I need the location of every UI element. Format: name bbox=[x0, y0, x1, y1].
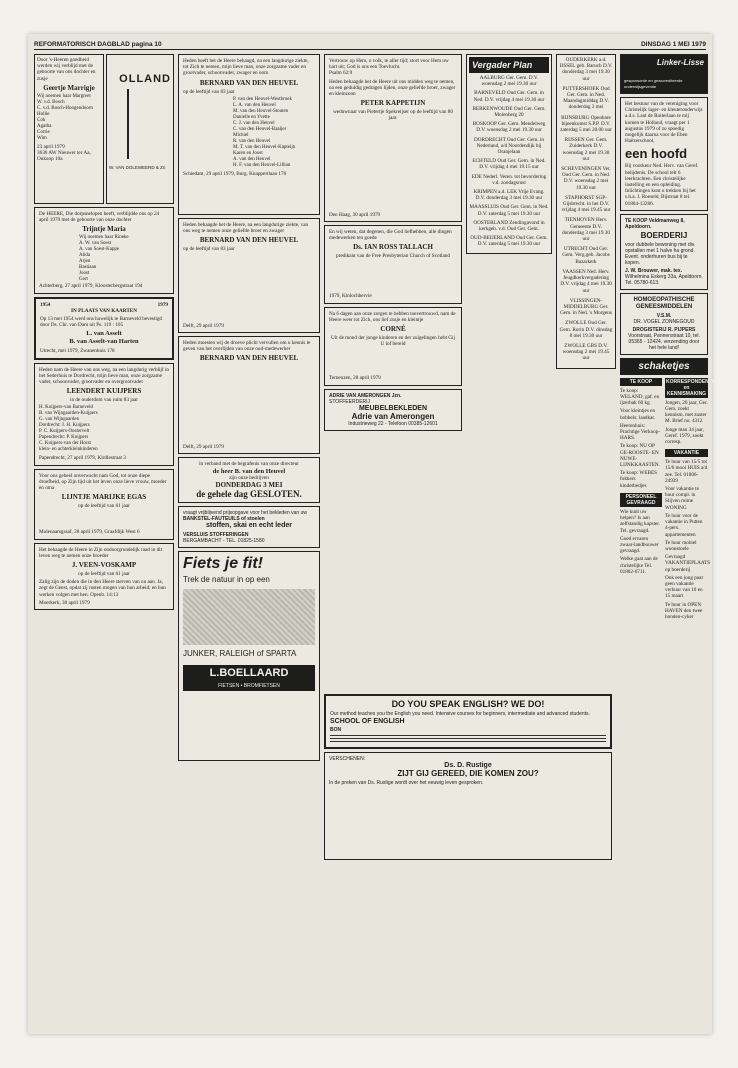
holland-ad bbox=[106, 54, 174, 204]
homeopathy-ad bbox=[620, 293, 708, 355]
family-line: C. J. van den Heuvel bbox=[233, 120, 275, 126]
rustige-book-ad bbox=[324, 752, 612, 860]
signer: Wij noemen haar Margreet bbox=[37, 93, 91, 99]
vergader-item: MAASSLUIS Oud Ger. Gem. in Ned. D.V. zaterdag 5 mei 19.30 uur bbox=[469, 204, 549, 217]
anniversary-announcement bbox=[34, 297, 174, 360]
book-text: In de preken van Ds. Rustige wordt over het eeuwig leven gesproken. bbox=[329, 780, 484, 786]
classified-item: Heerenhuis: Prachtige Verkoop-HARS. bbox=[620, 422, 661, 442]
notice-date: Delft, 29 april 1979 bbox=[183, 322, 224, 329]
birth-intro: Door 's-Heeren goedheid werden wij verblijd met de geboorte van ons dochter en zusje bbox=[37, 57, 96, 82]
notice-name: CORNÉ bbox=[380, 325, 406, 334]
classified-item: Ook een jong paar geen vakantie verhuur van 10 en 15 maart bbox=[665, 574, 704, 600]
notice-intro: Heden heeft het de Heere behaagd, na een langdurige ziekte, tot Zich te nemen, mijn lieve man, onze zorgzame vader en grootvader, schoonvader, zwager en oom bbox=[183, 58, 309, 77]
birth-signers bbox=[37, 94, 101, 142]
signer: Wim bbox=[37, 135, 47, 141]
shop-name: L.BOELLAARD bbox=[183, 665, 315, 681]
notice-name: BERNARD VAN DEN HEUVEL bbox=[199, 236, 299, 245]
birth-name: Trijntje Maria bbox=[82, 225, 126, 234]
ad-line3: stoffen, skai en echt leder bbox=[206, 521, 292, 529]
hoofd-vacancy bbox=[620, 97, 708, 211]
notice-date: Papendrecht, 27 april 1979, Kirdlestraat 3 bbox=[39, 455, 126, 462]
notice-spacer bbox=[329, 122, 457, 212]
shop-sub: FIETSEN • BROMFIETSEN bbox=[183, 681, 315, 691]
birth-signers bbox=[39, 235, 169, 283]
notice-spacer bbox=[183, 253, 315, 323]
meubel-ad bbox=[324, 389, 462, 431]
holland-logo: OLLAND bbox=[119, 73, 171, 85]
signer: Cok bbox=[37, 117, 46, 123]
versluis-ad bbox=[178, 506, 320, 548]
holland-ad-text: W. VAN DOLEWEERD & Zn bbox=[109, 165, 166, 170]
classified-item: Te huur voor de vakantie in Putten 4-pers. appartementen bbox=[665, 512, 703, 538]
family-line: Michiel bbox=[233, 132, 249, 138]
notice-sub: Uit de mond der jonge kinderen en der zuigelingen hebt Gij U lof bereid bbox=[331, 335, 455, 348]
vacancy-intro: Het bestuur van de vereniging voor Christelijk lager- en kleuteronderwijs a.d.s. Lant de Ruiterlaan te mij komen te Holland, vraagt per 1 augustus 1979 of zo spoedig mogelijk daarna voor de Eben Haëzerschool, bbox=[625, 101, 703, 145]
ad-sub: STOFFEERDERIJ bbox=[329, 398, 371, 405]
ad-brand: V.S.M. bbox=[656, 312, 672, 319]
family-line: L. A. van den Heuvel bbox=[233, 102, 276, 108]
logo-bar bbox=[127, 89, 129, 159]
notice-date: Terneuzen, 28 april 1979 bbox=[329, 375, 381, 382]
form-line bbox=[330, 738, 606, 739]
notice-date: Delft, 29 april 1979 bbox=[183, 444, 224, 451]
notice-intro: Na 6 dagen aan onze zorgen te hebben toevertrouwd, nam de Heere weer tot Zich, ons lief zusje en kleintje bbox=[329, 310, 456, 323]
header-right: DINSDAG 1 MEI 1979 bbox=[640, 41, 706, 48]
page-header bbox=[34, 38, 706, 50]
notice-intro: Heden behaagde het de Heere, na een langdurige ziekte, van ons weg te nemen onze geliefde broer en zwager bbox=[183, 222, 309, 235]
vergader-title: Vergader Plan bbox=[469, 57, 549, 73]
closed-title: de gehele dag GESLOTEN. bbox=[196, 488, 302, 499]
ad-title: BOERDERIJ bbox=[640, 230, 688, 240]
notice-spacer bbox=[329, 347, 457, 375]
ad-text: voor dubbele bewoning met div. opstallen met 1 halve ha grond. Event. onderhuren bus bij te kopen. bbox=[625, 241, 696, 266]
family-line: G. van Wijngaarden bbox=[39, 417, 80, 423]
family-line: A. van den Heuvel bbox=[233, 156, 271, 162]
notice-age: op de leeftijd van 61 jaar bbox=[78, 503, 130, 510]
ad-line1: vraagt vrijblijvend prijsopgave voor het bekleden van uw bbox=[183, 509, 307, 516]
vergader-item: OUDERKERK a.d. IJSSEL geb. Baruch D.V. donderdag 3 mei 19.30 uur bbox=[559, 57, 613, 82]
column-3 bbox=[324, 54, 462, 1028]
vergader-item: BARNEVELD Oud Ger. Gem. in Ned. D.V. vrijdag 4 mei 19.30 uur bbox=[473, 90, 545, 103]
death-notice-corne bbox=[324, 307, 462, 386]
classifieds-right bbox=[665, 378, 717, 622]
family-line: Karen en Joost bbox=[233, 150, 263, 156]
notice-date: Moerkerk, 30 april 1979 bbox=[39, 599, 90, 606]
ad-brand: VERSLUIS STOFFERINGEN bbox=[183, 531, 249, 538]
vergader-item: BERKENWOUDE Oud Ger. Gem. Molenberg 20 bbox=[472, 105, 546, 119]
family-line: R. van den Heuvel bbox=[233, 138, 271, 144]
ad-address: Voorstraat, Pannenstraat 10, tel. 05365 - 12424, verzending door het hele land! bbox=[628, 332, 700, 351]
ad-address: BERGAMBACHT - TEL. 01825-1580 bbox=[183, 537, 265, 544]
column-5 bbox=[620, 54, 717, 1028]
vergader-item: OOSTERLAND Zendingavond in kerkgeb. v.d. Oud Ger. Gem. bbox=[473, 219, 545, 233]
notice-name: BERNARD VAN DEN HEUVEL bbox=[199, 78, 299, 87]
column-4 bbox=[466, 54, 552, 1028]
english-title: DO YOU SPEAK ENGLISH? WE DO! bbox=[391, 699, 545, 709]
notice-intro: Heden moesten wij de droeve plicht vervullen om u kennis te geven van het overlijden van onze oud-medewerker bbox=[183, 339, 311, 353]
family-line: Papendrecht: P. Kuijpers bbox=[39, 435, 89, 441]
death-notice-kuijpers bbox=[34, 363, 174, 466]
family-line: Danielle en Yvette bbox=[233, 114, 270, 120]
vergader-item: PUTTERSHOEK Oud Ger. Gem. in Ned. Maandagmiddag D.V. donderdag 3 mei bbox=[562, 85, 610, 111]
notice-sub: predikant van de Free Presbyterian Church of Scotland bbox=[336, 253, 450, 260]
vergader-item: SCHEVENINGEN Ver. Oud Ger. Gem. in Ned. D.V. woensdag 2 mei 19.30 uur bbox=[561, 166, 611, 191]
family-line: H. F. van den Heuvel-Lillian bbox=[233, 162, 291, 168]
death-notice-heuvel-3 bbox=[178, 336, 320, 455]
ad-address: Wilhelmina Eskerg 33a, Apeldoorn. Tel. 05780-613. bbox=[625, 273, 703, 286]
vergader-item: VLISSINGEN-MIDDELBURG Ger. Gem. in Ned. 's Morgens bbox=[560, 297, 612, 317]
family-line: M. T. van den Heuvel-Kapteijn bbox=[233, 144, 296, 150]
classified-item: Jonge man 34 jaar, Geref. 1979, zoekt corresp. bbox=[665, 426, 704, 446]
classified-item: Te koop: WEBES fokkers kinderbedjes bbox=[620, 470, 658, 489]
notice-body: Heden behaagde het de Heere uit ons midden weg te nemen, na een geduldig gedragen lijden, onze geliefde broer, zwager en kleinzoon bbox=[329, 78, 456, 98]
column-2 bbox=[178, 54, 320, 1028]
english-school: SCHOOL OF ENGLISH bbox=[330, 718, 405, 725]
ad-address: Industrieweg 22 - Telefoon 00385-12601 bbox=[348, 420, 438, 427]
signer: Arjen bbox=[79, 259, 91, 265]
notice-spacer bbox=[329, 259, 457, 293]
classified-item: Te koop: WELAND, gaf. en ijzerbak 60 kg bbox=[620, 387, 660, 407]
signer: A. W. van Soest bbox=[79, 241, 112, 247]
anniversary-name: B. van Asselt-van Harten bbox=[69, 338, 139, 346]
anniversary-name: L. van Asselt bbox=[86, 330, 122, 338]
family-line: C. Kuijpers-van der Horst bbox=[39, 441, 91, 447]
closed-sub: zijn onze bedrijven bbox=[229, 474, 269, 481]
vergader-item: STAPHORST SGP-Gijsbrecht. in het D.V. vrijdag 4 mei 19.45 uur bbox=[561, 194, 611, 214]
signer: Joost bbox=[79, 271, 90, 277]
notice-name: LIJNTJE MARIJKE EGAS bbox=[61, 493, 147, 502]
notice-ref: Psalm 62:9 bbox=[329, 70, 353, 77]
notice-intro: Voor ons geheel onverwacht nam God, tot onze diepe droefheid, op Zijn tijd uit het leven onze lieve vrouw, moeder en oma bbox=[39, 472, 167, 492]
book-title: ZIJT GIJ GEREED, DIE KOMEN ZOU? bbox=[397, 769, 539, 778]
ad-agent: J. W. Brouwer, mak. tex. bbox=[625, 267, 682, 274]
signer: Wij noemen haar Rineke bbox=[79, 235, 129, 241]
english-form: BON bbox=[330, 727, 342, 733]
vergader-item: TIENHOVEN Herv. Gemeente D.V. donderdag 3 mei 19.30 uur bbox=[562, 217, 610, 243]
section-title: TE KOOP bbox=[620, 378, 662, 386]
section-title: VAKANTIE bbox=[665, 449, 708, 457]
classified-item: Voor kleintjes en bobbels: laadkar. bbox=[620, 408, 656, 421]
death-notice-egas bbox=[34, 469, 174, 540]
column-4b bbox=[556, 54, 616, 1028]
family-line: M. van den Heuvel-Stouten bbox=[233, 108, 289, 114]
vergader-list bbox=[469, 75, 549, 248]
vergader-item: UTRECHT Oud Ger. Gem. Verg.geb. Jacobs Bazarkerk bbox=[562, 246, 610, 265]
signer: Corrie bbox=[37, 129, 50, 135]
ad-title: MEUBELBEKLEDEN bbox=[358, 404, 428, 412]
vergader-item: RIJSSEN Ger. Gem. Zuiderkerk D.V. woensdag 2 mei 19.30 uur bbox=[562, 137, 610, 162]
classified-item: Te huur van 15/5 tot 15/6 mooi HUIS a/d zee. Tel. 01806-24939 bbox=[665, 459, 708, 484]
fiets-sub: Trek de natuur in op een bbox=[183, 574, 270, 584]
book-head: VERSCHENEN: bbox=[329, 756, 366, 762]
notice-name: BERNARD VAN DEN HEUVEL bbox=[199, 354, 299, 363]
bottom-wide-ads bbox=[324, 694, 612, 863]
ad-brand2: DR. VOGEL ZONNEGOUD bbox=[633, 318, 695, 325]
notice-date: 1979, Kinlochbervie bbox=[329, 293, 372, 300]
notice-family bbox=[39, 405, 169, 453]
vergader-item: EDE Nederl. Veren. tot bevordering v.d. zondagsrust bbox=[471, 173, 547, 186]
vergader-item: KRIMPEN a.d. LEK Vrije Evang. D.V. donderdag 3 mei 19.30 uur bbox=[473, 189, 545, 202]
notice-spacer bbox=[183, 364, 315, 444]
birth-name: Geertje Marrigje bbox=[43, 83, 95, 92]
signer: C. v.d. Bosch-Hoogendoorn bbox=[37, 105, 93, 111]
ad-title: HOMOEOPATHISCHE GENEESMIDDELEN bbox=[633, 296, 695, 310]
column-1 bbox=[34, 54, 174, 1028]
ad-brand: Adrie van Amerongen bbox=[351, 411, 435, 421]
ad-name: ADRIE VAN AMERONGEN Jzn. bbox=[329, 392, 402, 399]
classifieds-left bbox=[620, 378, 662, 622]
vergader-item: VAASSEN Ned. Herv. Jeugdkerkvergadering D.V. vrijdag 4 mei 19.30 uur bbox=[560, 268, 612, 294]
boellaard-ad bbox=[178, 551, 320, 761]
vergader-item: BOSKOOP Ger. Gem. Mendelweg D.V. woensdag 2 mei 19.30 uur bbox=[472, 121, 546, 134]
signer: Alida bbox=[79, 253, 91, 259]
schaketjes-banner: schaketjes bbox=[620, 358, 708, 375]
signer: Agatha bbox=[37, 123, 52, 129]
linker-lisse-ad bbox=[620, 54, 708, 94]
family-line: klein- en achterkleinkinderen bbox=[39, 447, 98, 453]
family-line: P. van den Heuvel-Westbroek bbox=[233, 96, 293, 102]
vergader-item: ZWOLLE Oud Ger. Gem. Rorin D.V. dinsdag 8 mei 19.30 uur bbox=[559, 320, 613, 339]
classified-item: Goed ervaren zwaar-landbouwer gevraagd. bbox=[620, 535, 659, 555]
notice-intro: Het behaagde de Heere in Zijn ondoorgrondelijk raad in dit leven weg te nemen onze broeder bbox=[39, 546, 163, 559]
birth-address: Achterberg, 27 april 1979, Kloosterbergstraat 194 bbox=[39, 283, 143, 290]
vacancy-title: een hoofd bbox=[625, 146, 688, 162]
fiets-brands: JUNKER, RALEIGH of SPARTA bbox=[183, 648, 297, 658]
notice-text: Zalig zijn de doden die in den Heere sterven van nu aan. Ja, zegt de Geest, opdat zij rusten mogen van hun arbeid; en hun werken volgen met hen. Openb. 14:13 bbox=[39, 579, 166, 598]
notice-name: LEENDERT KUIJPERS bbox=[66, 387, 142, 396]
closed-intro: in verband met de begrafenis van onze directeur bbox=[199, 461, 299, 468]
notice-name: Ds. IAN ROSS TALLACH bbox=[353, 243, 433, 252]
classified-item: Te huur in OPEN HAVEN den twee honden-cyker bbox=[665, 601, 703, 620]
death-notice-tallach bbox=[324, 225, 462, 304]
fiets-slogan: Fiets je fit! bbox=[183, 554, 264, 572]
notice-age: op de leeftijd van 83 jaar bbox=[183, 88, 235, 95]
bicycle-image bbox=[183, 589, 315, 645]
anniversary-body: Op 13 mei 1954 werd ons huwelijk te Barneveld bevestigd door Ds. Chr. van Dam uit Ps. 119 : 105 bbox=[40, 316, 163, 329]
book-author: Ds. D. Rustige bbox=[444, 762, 492, 769]
notice-date: Den Haag, 30 april 1979 bbox=[329, 211, 381, 218]
notice-age: weduwnaar van Pietertje Spekreijser op de leeftijd van 80 jaar. bbox=[333, 109, 453, 122]
header-left: REFORMATORISCH DAGBLAD pagina 10 bbox=[34, 41, 162, 48]
notice-date: Molenaarsgraaf, 28 april 1979, Graafdijk West 6 bbox=[39, 529, 140, 536]
birth-announcement-2 bbox=[34, 207, 174, 294]
death-notice-heuvel-2 bbox=[178, 218, 320, 333]
closed-notice bbox=[178, 457, 320, 502]
book-spacer bbox=[329, 786, 607, 856]
vergader-item: ZWOLLE GBS D.V. woensdag 2 mei 19.45 uur bbox=[562, 342, 610, 362]
form-line bbox=[330, 741, 606, 742]
family-line: H. Kuijpers-van Barneveld bbox=[39, 405, 94, 411]
notice-age: op de leeftijd van 61 jaar bbox=[78, 571, 130, 578]
classified-item: Welke gaat aan de christelijke Tel. 01802-6711. bbox=[620, 556, 658, 575]
birth-date: 23 april 1979 bbox=[37, 143, 65, 150]
family-line: B. van Wijngaarden-Kuijpers bbox=[39, 411, 98, 417]
classified-item: Te huur mobiel woonstoele bbox=[665, 539, 697, 552]
death-notice-kappetijn bbox=[324, 54, 462, 222]
notice-intro: Heden nam de Heere van ons weg, na een langdurig verblijf in het Sederhuis te Dordrecht, mijn lieve man, onze zorgzame vader, schoonvader, grootvader en overgrootvader bbox=[39, 366, 169, 386]
newspaper-page bbox=[28, 34, 717, 1034]
year-left: 1954 bbox=[40, 301, 51, 308]
notice-spacer bbox=[183, 177, 315, 211]
english-ad bbox=[324, 694, 612, 749]
notice-date: Schiedam, 29 april 1979, Burg. Knappertlaan 176 bbox=[183, 170, 287, 177]
family-line: C. van den Heuvel-Baaljer bbox=[233, 126, 287, 132]
classified-item: Te koop: NU OP GE-ROOSTE- EN NUWE-LIJNKKAASTEN. bbox=[620, 443, 660, 469]
linker-sub: gesponsorde en geaccrediteerde onderwijsgevende bbox=[624, 78, 683, 89]
vergader-item: DORDRECHT Oud Ger. Gem. in Nederland, a/d Noordendijk bij Oranjelaan bbox=[474, 136, 544, 156]
anniversary-address: Utrecht, mei 1979, Zwanenhuis 178 bbox=[40, 348, 115, 355]
classified-item: Voor vakantie te huur compl. in Slijven ruime WONING bbox=[665, 486, 699, 511]
signer: Bastiaan bbox=[79, 265, 97, 271]
section-title: PERSONEEL GEVRAAGD bbox=[620, 493, 662, 507]
vergader-plan-continued bbox=[556, 54, 616, 369]
form-line bbox=[330, 735, 606, 736]
notice-age: in de ouderdom van ruim 83 jaar bbox=[70, 397, 138, 404]
family-line: P. C. Kuijpers-Oostervelt bbox=[39, 429, 90, 435]
classified-item: Wie kunt uw helpen? Is aan zelfstandig kapster. Tel. gevraagd. bbox=[620, 508, 661, 534]
closed-day: DONDERDAG 3 MEI bbox=[215, 480, 283, 489]
linker-title: Linker-Lisse bbox=[656, 58, 704, 67]
family-line: Dordrecht: J. H. Kuijpers bbox=[39, 423, 90, 429]
vergader-item: OUD-BEIJERLAND Oud Ger. Gem. D.V. zaterdag 5 mei 19.30 uur bbox=[470, 235, 548, 248]
signer: Gert bbox=[79, 277, 88, 283]
vergader-item: AALBURG Ger. Gem. D.V. woensdag 2 mei 19.30 uur bbox=[479, 75, 539, 88]
notice-family bbox=[183, 97, 315, 169]
borderij-ad bbox=[620, 214, 708, 290]
vergader-item: ECHTELD Oud Ger. Gem. in Ned. D.V. vrijdag 4 mei 19.15 uur bbox=[472, 158, 546, 171]
vergader-item: RIJNSBURG Openbare bijeenkomst S.P.P. D.V. zaterdag 5 mei 20.00 uur bbox=[560, 114, 612, 134]
notice-intro: En wij weten, dat degenen, die God liefhebben, alle dingen medewerken ten goede bbox=[329, 228, 452, 242]
year-right: 1979 bbox=[157, 301, 168, 308]
birth-announcement-1 bbox=[34, 54, 104, 204]
signer: Hollie bbox=[37, 111, 50, 117]
death-notice-heuvel-1 bbox=[178, 54, 320, 215]
anniversary-title: IN PLAATS VAN KAARTEN bbox=[71, 307, 137, 314]
birth-intro: De HEERE, Die dorpsnelopen heeft, verblijdde ons op 24 april 1979 met de geboorte van onze dochter bbox=[39, 211, 160, 224]
ad-line2: BANKSTEL-FAUTEUILS of stoelen bbox=[183, 515, 265, 522]
notice-age: op de leeftijd van 83 jaar bbox=[183, 246, 235, 253]
notice-name: PETER KAPPETIJN bbox=[360, 99, 426, 108]
classified-item: Gevraagd VAKANTIEPLAATS op boerderij bbox=[665, 554, 711, 573]
closed-who: de heer B. van den Heuvel bbox=[212, 467, 286, 475]
classified-item: Jongen, 20 jaar, Ger. Gem. zoekt kennism. met zuster M. Brief no. 4312 bbox=[665, 399, 708, 425]
ad-intro: TE KOOP Veldmanweg 8, Apeldoorn. bbox=[625, 217, 685, 230]
notice-name: J. VEEN-VOSKAMP bbox=[71, 561, 137, 570]
notice-intro: Vertrouw op Hem, o volk, te aller tijd; stort voor Hem uw hart uit; God is ons een Toevlucht. bbox=[329, 58, 449, 71]
birth-address: 3636 AW Nieuwer ter Aa, Oukoop 10a bbox=[37, 150, 91, 163]
vergader-plan bbox=[466, 54, 552, 254]
ad-shop: DROGISTERIJ R. PIJPERS bbox=[632, 326, 696, 333]
english-text: Our method teaches you the English you need. Intensive courses for beginners, intermediate and advanced students. bbox=[330, 711, 590, 717]
signer: A. van Soest-Kappe bbox=[79, 247, 120, 253]
vacancy-text: Bij voorkeur Ned. Herv. van Geref. belijdenis. De school telt 6 leerkrachten. Een christelijke instelling en een opleiding. Inlichtingen kunt u trekken bij het s.h.a. J. Roeseld, Bijstraat 8 tel. 01804-13286. bbox=[625, 163, 699, 207]
death-notice-veen bbox=[34, 543, 174, 610]
signer: W. v.d. Bosch bbox=[37, 99, 65, 105]
section-title: KORRESPONDENTIE en KENNISMAKING bbox=[666, 378, 717, 397]
